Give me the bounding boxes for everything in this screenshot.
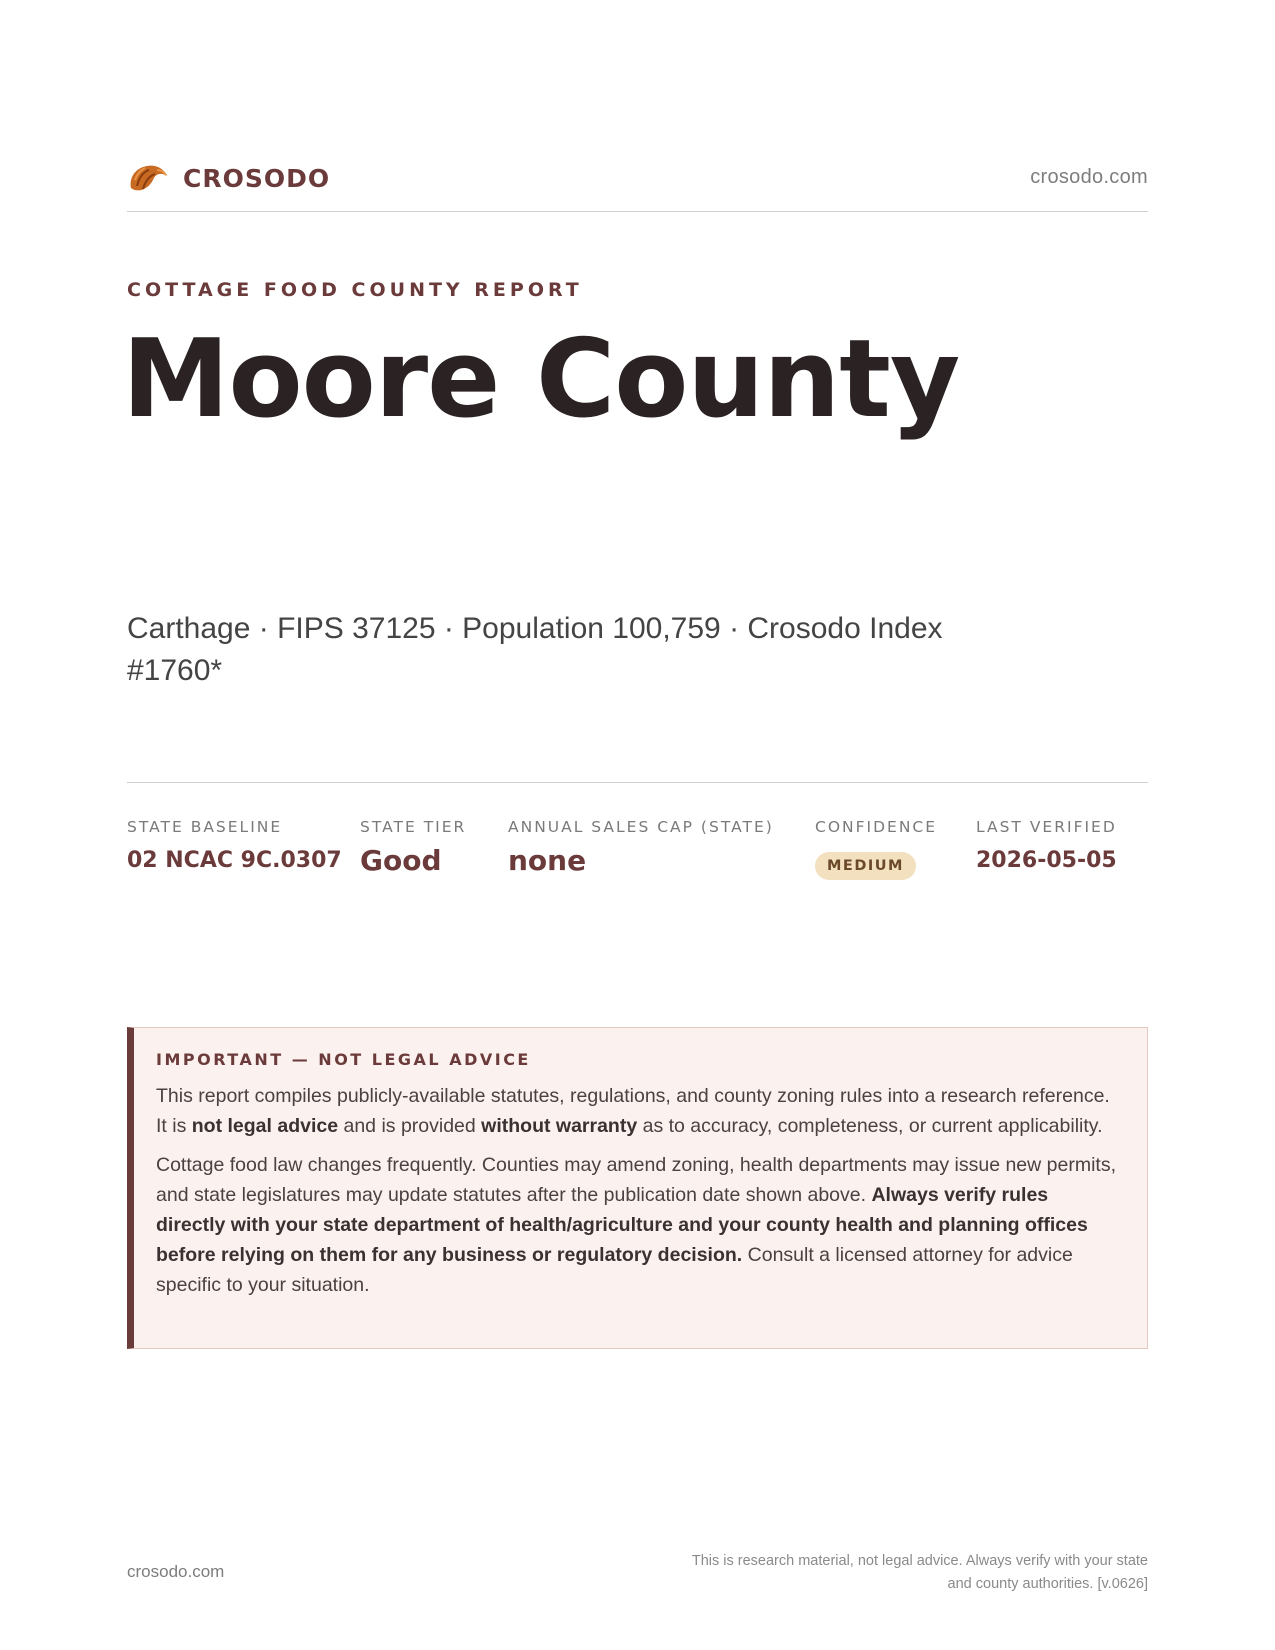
page-title: Moore County [122,317,960,442]
footer-disclaimer [628,1550,1148,1596]
stat-last-verified [976,818,1117,873]
notice-paragraph [156,1081,1121,1141]
notice-text: and is provided [338,1115,482,1137]
notice-text: Consult a licensed attorney for advice specific to your situation. [156,1244,1073,1296]
confidence-badge: MEDIUM [815,852,916,880]
stat-value: Good [360,844,442,877]
stat-label: STATE TIER [360,818,467,836]
stat-value: 2026-05-05 [976,848,1117,873]
brand[interactable] [127,158,330,198]
divider [127,782,1148,783]
footer-disclaimer-line: This is research material, not legal advice. Always verify with your state [691,1553,1148,1569]
report-eyebrow: COTTAGE FOOD COUNTY REPORT [127,279,583,301]
croissant-icon [127,158,169,198]
stat-value: none [508,844,587,877]
stat-value: 02 NCAC 9C.0307 [127,848,342,873]
brand-name: CROSODO [183,163,331,193]
site-link[interactable]: crosodo.com [1030,166,1148,188]
footer-disclaimer-line: and county authorities. [v.0626] [947,1576,1148,1592]
notice-emphasis: Always verify rules directly with your state department of health/agriculture and your county health and planning offices before relying on them for any business or regulatory decision. [156,1184,1088,1266]
notice-text: as to accuracy, completeness, or current applicability. [637,1115,1103,1137]
stat-state-baseline [127,818,342,873]
stat-annual-sales-cap [508,818,774,877]
stat-label: CONFIDENCE [815,818,938,836]
notice-emphasis: without warranty [481,1115,638,1137]
notice-text: Cottage food law changes frequently. Counties may amend zoning, health departments may issue new permits, and state legislatures may update statutes after the publication date shown above. [156,1154,1116,1206]
stat-state-tier [360,818,466,877]
notice-heading: IMPORTANT — NOT LEGAL ADVICE [156,1050,531,1069]
page-header [127,158,1148,212]
notice-text: This report compiles publicly-available statutes, regulations, and county zoning rules into a research reference. It is [156,1085,1110,1137]
footer-site-link[interactable]: crosodo.com [127,1562,225,1581]
county-subtitle: Carthage · FIPS 37125 · Population 100,759 · Crosodo Index #1760* [127,612,943,687]
stat-label: ANNUAL SALES CAP (STATE) [508,818,774,836]
stat-confidence [815,818,937,880]
stat-label: LAST VERIFIED [976,818,1117,836]
notice-paragraph [156,1150,1121,1300]
notice-emphasis: not legal advice [191,1115,339,1137]
stat-label: STATE BASELINE [127,818,283,836]
legal-notice [127,1027,1148,1349]
